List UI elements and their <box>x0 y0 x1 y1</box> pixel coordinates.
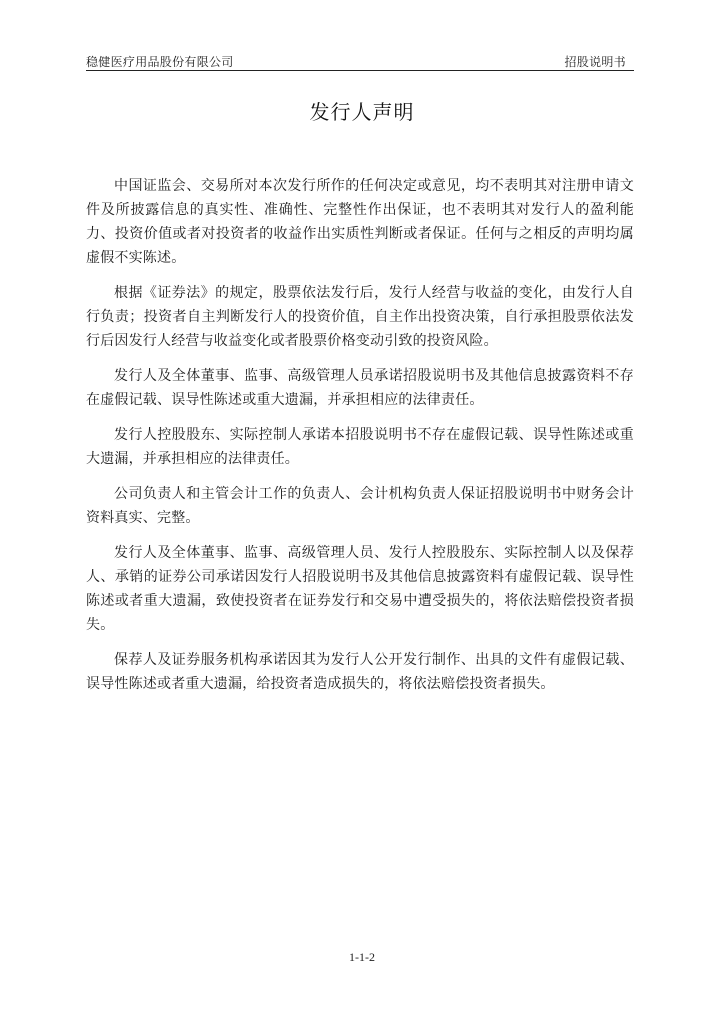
page-number: 1-1-2 <box>349 950 375 964</box>
company-name: 稳健医疗用品股份有限公司 <box>86 55 234 69</box>
paragraph-investment-risk: 根据《证券法》的规定，股票依法发行后，发行人经营与收益的变化，由发行人自行负责；投资者自主判断发行人的投资价值，自主作出投资决策，自行承担股票依法发行后因发行人经营与收益变化或者股票价格变动引致的投资风险。 <box>86 285 634 349</box>
paragraph-controller-commitment: 发行人控股股东、实际控制人承诺本招股说明书不存在虚假记载、误导性陈述或重大遗漏，并承担相应的法律责任。 <box>86 427 634 467</box>
paragraph-sponsor-commitment: 保荐人及证券服务机构承诺因其为发行人公开发行制作、出具的文件有虚假记载、误导性陈述或者重大遗漏，给投资者造成损失的，将依法赔偿投资者损失。 <box>86 652 634 692</box>
paragraph-financial-accuracy: 公司负责人和主管会计工作的负责人、会计机构负责人保证招股说明书中财务会计资料真实、完整。 <box>86 486 634 526</box>
page-header <box>86 52 634 71</box>
declaration-body <box>86 174 634 707</box>
page-title: 发行人声明 <box>309 100 415 124</box>
paragraph-regulator-disclaimer: 中国证监会、交易所对本次发行所作的任何决定或意见，均不表明其对注册申请文件及所披露信息的真实性、准确性、完整性作出保证，也不表明其对发行人的盈利能力、投资价值或者对投资者的收益作出实质性判断或者保证。任何与之相反的声明均属虚假不实陈述。 <box>86 178 634 266</box>
document-type: 招股说明书 <box>564 55 626 69</box>
paragraph-board-commitment: 发行人及全体董事、监事、高级管理人员承诺招股说明书及其他信息披露资料不存在虚假记载、误导性陈述或重大遗漏，并承担相应的法律责任。 <box>86 368 634 408</box>
paragraph-compensation-commitment: 发行人及全体董事、监事、高级管理人员、发行人控股股东、实际控制人以及保荐人、承销的证券公司承诺因发行人招股说明书及其他信息披露资料有虚假记载、误导性陈述或者重大遗漏，致使投资者在证券发行和交易中遭受损失的，将依法赔偿投资者损失。 <box>86 545 634 633</box>
